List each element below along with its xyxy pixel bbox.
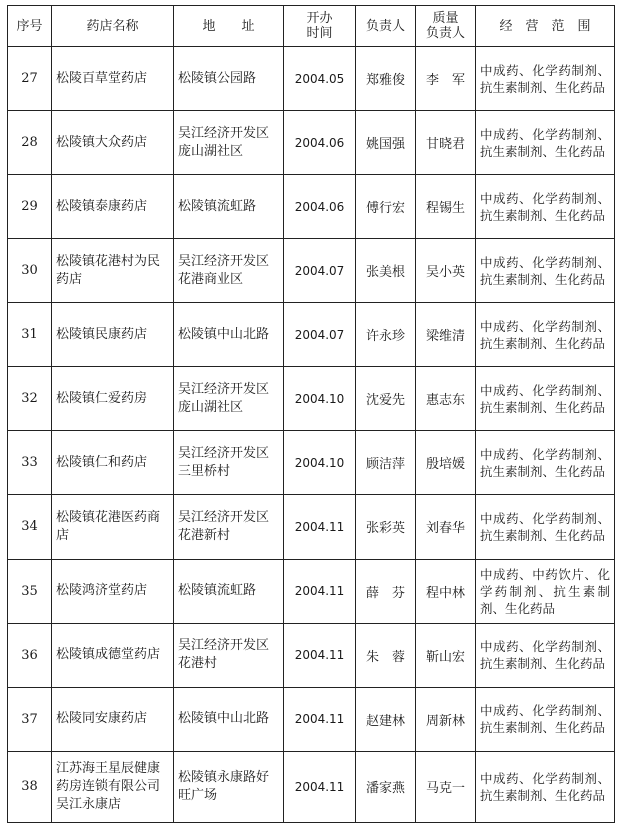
cell-address: 吴江经济开发区花港村 [174,623,284,687]
cell-address: 吴江经济开发区花港新村 [174,495,284,559]
cell-open-date: 2004.06 [284,111,356,175]
header-open-time: 开办 时间 [284,6,356,47]
cell-open-date: 2004.11 [284,687,356,751]
cell-open-date: 2004.11 [284,751,356,822]
cell-manager: 许永珍 [356,303,416,367]
cell-manager: 张美根 [356,239,416,303]
cell-address: 吴江经济开发区庞山湖社区 [174,111,284,175]
cell-business-scope: 中成药、化学药制剂、抗生素制剂、生化药品 [476,175,615,239]
cell-no: 32 [8,367,52,431]
cell-open-date: 2004.11 [284,559,356,623]
cell-no: 34 [8,495,52,559]
cell-quality-manager: 程锡生 [416,175,476,239]
cell-business-scope: 中成药、中药饮片、化学药制剂、抗生素制剂、生化药品 [476,559,615,623]
cell-open-date: 2004.06 [284,175,356,239]
cell-quality-manager: 甘晓君 [416,111,476,175]
table-row [8,303,615,367]
cell-business-scope: 中成药、化学药制剂、抗生素制剂、生化药品 [476,751,615,822]
cell-no: 29 [8,175,52,239]
cell-manager: 顾洁萍 [356,431,416,495]
table-body [8,47,615,823]
cell-address: 吴江经济开发区三里桥村 [174,431,284,495]
cell-address: 松陵镇永康路好旺广场 [174,751,284,822]
cell-address: 吴江经济开发区花港商业区 [174,239,284,303]
cell-manager: 朱 蓉 [356,623,416,687]
cell-manager: 姚国强 [356,111,416,175]
cell-pharmacy-name: 松陵镇泰康药店 [52,175,174,239]
table-row [8,239,615,303]
cell-address: 松陵镇公园路 [174,47,284,111]
cell-business-scope: 中成药、化学药制剂、抗生素制剂、生化药品 [476,623,615,687]
header-manager: 负责人 [356,6,416,47]
cell-open-date: 2004.11 [284,623,356,687]
cell-business-scope: 中成药、化学药制剂、抗生素制剂、生化药品 [476,367,615,431]
cell-open-date: 2004.10 [284,431,356,495]
cell-pharmacy-name: 松陵镇花港医药商店 [52,495,174,559]
cell-no: 33 [8,431,52,495]
cell-open-date: 2004.07 [284,239,356,303]
cell-address: 松陵镇流虹路 [174,559,284,623]
cell-pharmacy-name: 松陵镇成德堂药店 [52,623,174,687]
cell-quality-manager: 吴小英 [416,239,476,303]
header-row [8,6,615,47]
cell-business-scope: 中成药、化学药制剂、抗生素制剂、生化药品 [476,239,615,303]
header-no: 序号 [8,6,52,47]
header-scope: 经 营 范 围 [476,6,615,47]
cell-business-scope: 中成药、化学药制剂、抗生素制剂、生化药品 [476,47,615,111]
cell-no: 35 [8,559,52,623]
cell-business-scope: 中成药、化学药制剂、抗生素制剂、生化药品 [476,687,615,751]
table-row [8,367,615,431]
cell-manager: 潘家燕 [356,751,416,822]
cell-no: 28 [8,111,52,175]
cell-quality-manager: 周新林 [416,687,476,751]
cell-quality-manager: 刘春华 [416,495,476,559]
cell-manager: 薛 芬 [356,559,416,623]
cell-address: 松陵镇中山北路 [174,687,284,751]
header-name: 药店名称 [52,6,174,47]
table-header [8,6,615,47]
table-row [8,751,615,822]
cell-pharmacy-name: 松陵镇大众药店 [52,111,174,175]
header-quality-manager: 质量 负责人 [416,6,476,47]
table-row [8,495,615,559]
cell-no: 30 [8,239,52,303]
cell-business-scope: 中成药、化学药制剂、抗生素制剂、生化药品 [476,111,615,175]
cell-address: 吴江经济开发区庞山湖社区 [174,367,284,431]
cell-open-date: 2004.11 [284,495,356,559]
cell-pharmacy-name: 松陵百草堂药店 [52,47,174,111]
cell-no: 27 [8,47,52,111]
cell-address: 松陵镇流虹路 [174,175,284,239]
cell-pharmacy-name: 松陵鸿济堂药店 [52,559,174,623]
cell-address: 松陵镇中山北路 [174,303,284,367]
table-row [8,431,615,495]
cell-pharmacy-name: 松陵镇花港村为民药店 [52,239,174,303]
cell-quality-manager: 李 军 [416,47,476,111]
header-address: 地 址 [174,6,284,47]
cell-pharmacy-name: 松陵同安康药店 [52,687,174,751]
table-row [8,111,615,175]
cell-quality-manager: 殷培媛 [416,431,476,495]
cell-quality-manager: 惠志东 [416,367,476,431]
cell-no: 38 [8,751,52,822]
table-row [8,175,615,239]
cell-manager: 赵建林 [356,687,416,751]
cell-open-date: 2004.07 [284,303,356,367]
cell-no: 31 [8,303,52,367]
cell-quality-manager: 靳山宏 [416,623,476,687]
cell-no: 36 [8,623,52,687]
table-row [8,623,615,687]
cell-pharmacy-name: 松陵镇仁和药店 [52,431,174,495]
table-row [8,687,615,751]
cell-manager: 傅行宏 [356,175,416,239]
table-row [8,559,615,623]
cell-open-date: 2004.05 [284,47,356,111]
table-row [8,47,615,111]
pharmacy-table [7,5,615,823]
cell-manager: 郑雅俊 [356,47,416,111]
cell-manager: 张彩英 [356,495,416,559]
cell-open-date: 2004.10 [284,367,356,431]
cell-pharmacy-name: 江苏海王星辰健康药房连锁有限公司吴江永康店 [52,751,174,822]
cell-quality-manager: 梁维清 [416,303,476,367]
cell-business-scope: 中成药、化学药制剂、抗生素制剂、生化药品 [476,495,615,559]
cell-pharmacy-name: 松陵镇仁爱药房 [52,367,174,431]
cell-business-scope: 中成药、化学药制剂、抗生素制剂、生化药品 [476,431,615,495]
cell-business-scope: 中成药、化学药制剂、抗生素制剂、生化药品 [476,303,615,367]
cell-quality-manager: 程中林 [416,559,476,623]
cell-quality-manager: 马克一 [416,751,476,822]
cell-pharmacy-name: 松陵镇民康药店 [52,303,174,367]
cell-no: 37 [8,687,52,751]
cell-manager: 沈爱先 [356,367,416,431]
